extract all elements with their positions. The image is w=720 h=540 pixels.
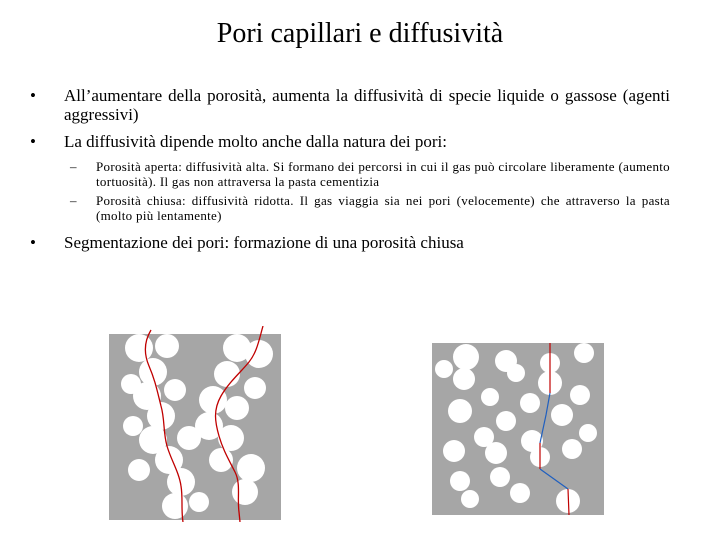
pore	[121, 374, 141, 394]
pore	[496, 411, 516, 431]
subbullet-item	[30, 159, 670, 189]
pore	[189, 492, 209, 512]
pore	[237, 454, 265, 482]
subbullet-marker: –	[70, 159, 77, 174]
pore	[128, 459, 150, 481]
subbullet-item	[30, 193, 670, 223]
pore	[232, 479, 258, 505]
pore	[435, 360, 453, 378]
pore	[164, 379, 186, 401]
pore	[507, 364, 525, 382]
bullet-marker: •	[30, 86, 36, 105]
pore	[574, 343, 594, 363]
pore	[490, 467, 510, 487]
pore	[448, 399, 472, 423]
pore	[453, 368, 475, 390]
bullet-marker: •	[30, 233, 36, 252]
pore	[214, 361, 240, 387]
pore	[443, 440, 465, 462]
pore	[510, 483, 530, 503]
pore	[245, 340, 273, 368]
pore	[244, 377, 266, 399]
pore	[453, 344, 479, 370]
bullet-item	[30, 233, 670, 252]
pore	[162, 493, 188, 519]
pore	[570, 385, 590, 405]
closed-porosity-diagram	[432, 343, 604, 515]
pore	[123, 416, 143, 436]
bullet-text: All’aumentare della porosità, aumenta la diffusività di specie liquide o gassose (agenti aggressivi)	[64, 86, 670, 124]
pore	[218, 425, 244, 451]
bullet-item	[30, 86, 670, 124]
bullet-list	[30, 86, 670, 260]
subbullet-text: Porosità aperta: diffusività alta. Si formano dei percorsi in cui il gas può circolare liberamente (aumento tortuosità). Il gas non attraversa la pasta cementizia	[96, 159, 670, 189]
slide-title: Pori capillari e diffusività	[216, 18, 504, 49]
bullet-item	[30, 132, 670, 151]
pore	[485, 442, 507, 464]
pore	[481, 388, 499, 406]
pore	[579, 424, 597, 442]
subbullet-list	[30, 159, 670, 223]
bullet-text: La diffusività dipende molto anche dalla natura dei pori:	[64, 132, 448, 151]
pore	[125, 334, 153, 362]
pore	[139, 358, 167, 386]
pore	[450, 471, 470, 491]
pore	[551, 404, 573, 426]
pore	[461, 490, 479, 508]
subbullet-marker: –	[70, 193, 77, 208]
pore	[225, 396, 249, 420]
pore	[520, 393, 540, 413]
pore	[199, 386, 227, 414]
subbullet-text: Porosità chiusa: diffusività ridotta. Il gas viaggia sia nei pori (velocemente) che attraverso la pasta (molto più lentamente)	[96, 193, 670, 223]
bullet-text: Segmentazione dei pori: formazione di una porosità chiusa	[64, 233, 464, 252]
pore	[562, 439, 582, 459]
bullet-marker: •	[30, 132, 36, 151]
open-porosity-diagram	[109, 326, 281, 522]
pore	[155, 334, 179, 358]
